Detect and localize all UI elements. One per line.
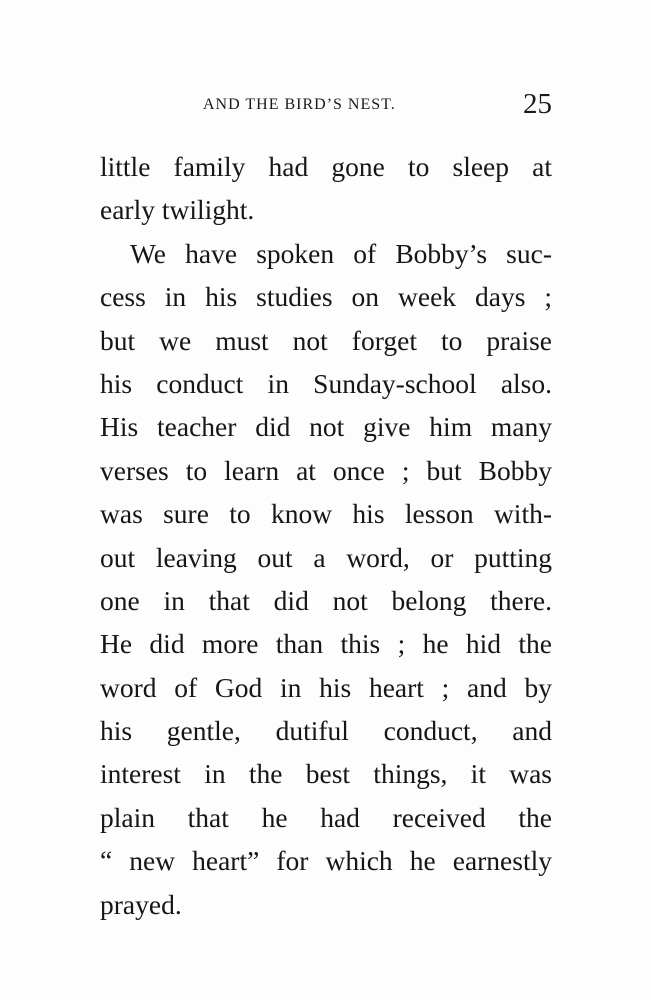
running-title: AND THE BIRD’S NEST. (203, 96, 396, 113)
text-line: one in that did not belong there. (100, 584, 552, 616)
text-line: verses to learn at once ; but Bobby (100, 454, 552, 486)
text-line: his gentle, dutiful conduct, and (100, 715, 552, 747)
text-line: “ new heart” for which he earnestly (100, 845, 552, 877)
text-line: was sure to know his lesson with- (100, 498, 552, 530)
page-number: 25 (523, 88, 552, 120)
text-line: but we must not forget to praise (100, 324, 552, 356)
text-line: His teacher did not give him many (100, 411, 552, 443)
text-line: plain that he had received the (100, 801, 552, 833)
text-line: his conduct in Sunday-school also. (100, 367, 552, 399)
paragraph-start-line: We have spoken of Bobby’s suc- (130, 237, 552, 269)
text-line: early twilight. (100, 194, 255, 226)
body-text (100, 145, 552, 926)
text-line: interest in the best things, it was (100, 758, 552, 790)
text-line: word of God in his heart ; and by (100, 671, 552, 703)
text-line: out leaving out a word, or putting (100, 541, 552, 573)
text-line: little family had gone to sleep at (100, 151, 552, 182)
running-head (100, 86, 552, 126)
text-line: cess in his studies on week days ; (100, 281, 552, 313)
text-line: He did more than this ; he hid the (100, 628, 552, 660)
text-line: prayed. (100, 888, 182, 920)
